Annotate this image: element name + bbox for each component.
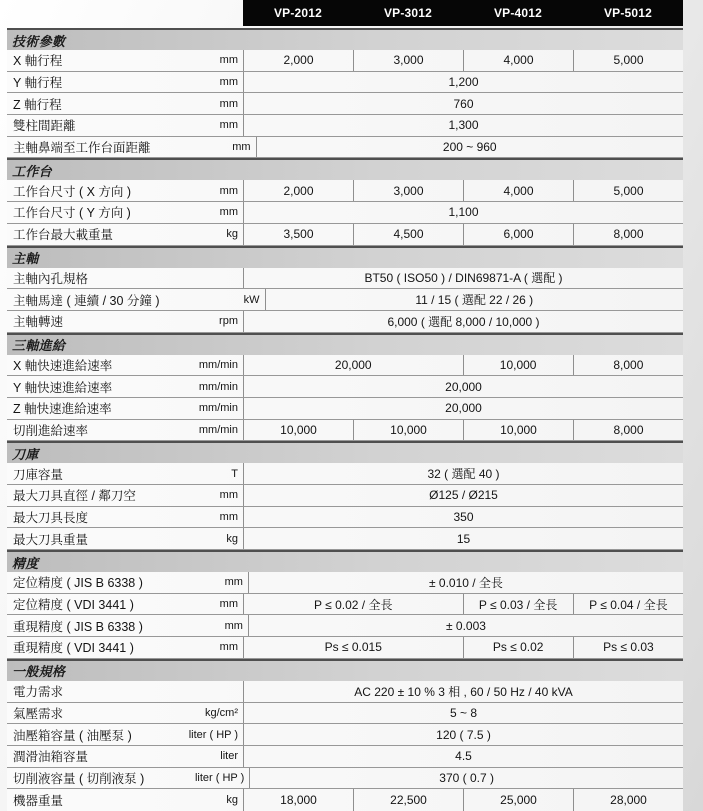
value-cell: 4.5: [455, 749, 472, 764]
section-title: 一般規格: [12, 664, 66, 680]
value-cell: 15: [456, 531, 471, 546]
value-cell: ± 0.010 / 全長: [428, 575, 503, 590]
value-cell: 120 ( 7.5 ): [436, 727, 491, 742]
value-cell: Ps ≤ 0.03: [573, 637, 683, 658]
section-header: [7, 550, 683, 572]
value-cell: 20,000: [445, 379, 482, 394]
value-cell: Ps ≤ 0.02: [463, 637, 573, 658]
spec-row: [7, 746, 683, 768]
model-header: VP-2012: [273, 6, 323, 20]
row-label: 刀庫容量: [13, 467, 64, 482]
section-title: 主軸: [12, 251, 39, 266]
row-label: 切削進給速率: [13, 423, 89, 438]
row-values: [243, 528, 683, 549]
row-unit: mm: [219, 76, 238, 89]
spec-row: [7, 137, 683, 159]
row-unit: [138, 268, 243, 289]
model-header: VP-5012: [603, 6, 653, 20]
value-cell: 32 ( 選配 40 ): [427, 467, 500, 482]
value-cell: BT50 ( ISO50 ) / DIN69871-A ( 選配 ): [364, 271, 563, 286]
section-title: 工作台: [12, 163, 52, 179]
row-unit: liter: [220, 750, 238, 763]
spec-row: [7, 355, 683, 377]
row-values: [243, 681, 683, 702]
value-cell: 760: [453, 96, 474, 111]
section-title: 刀庫: [12, 446, 39, 462]
row-values: [243, 594, 683, 615]
row-unit: kg: [226, 532, 238, 545]
value-cell: 10,000: [280, 422, 317, 437]
row-label: 主軸鼻端至工作台面距離: [13, 141, 151, 156]
value-cell: Ø125 / Ø215: [429, 488, 498, 503]
value-cell: 11 / 15 ( 選配 22 / 26 ): [415, 293, 534, 308]
row-label: Y 軸快速進給速率: [13, 380, 113, 395]
spec-row: [7, 420, 683, 442]
spec-row: [7, 528, 683, 550]
spec-row: [7, 681, 683, 703]
row-unit: mm: [219, 54, 238, 67]
row-values: [265, 289, 683, 310]
row-label: 最大刀具直徑 / 鄰刀空: [13, 489, 136, 504]
spec-row: [7, 93, 683, 115]
row-values: [243, 637, 683, 658]
value-cell: 20,000: [445, 401, 482, 416]
row-unit: mm: [219, 184, 238, 197]
row-unit: kg/cm²: [205, 706, 238, 719]
value-cell: Ps ≤ 0.015: [324, 640, 382, 655]
row-unit: mm: [224, 619, 243, 632]
row-unit: rpm: [219, 315, 238, 328]
row-unit: mm: [219, 489, 238, 502]
spec-row: [7, 463, 683, 485]
model-header: VP-4012: [493, 6, 543, 20]
row-values: [243, 398, 683, 419]
row-label: 潤滑油箱容量: [13, 750, 89, 765]
row-values: [243, 180, 683, 201]
value-cell: 10,000: [463, 355, 573, 376]
row-values: [243, 268, 683, 289]
section-header: [7, 659, 683, 681]
row-unit: mm/min: [198, 358, 238, 371]
row-values: [249, 768, 683, 789]
value-cell: 1,300: [448, 118, 479, 133]
row-label: 氣壓需求: [13, 706, 64, 721]
row-label: 最大刀具重量: [13, 532, 89, 547]
row-label: 最大刀具長度: [13, 511, 89, 526]
value-cell: 28,000: [573, 789, 683, 811]
row-label: 主軸內孔規格: [13, 271, 89, 286]
spec-row: [7, 594, 683, 616]
row-label: 機器重量: [13, 794, 64, 809]
row-values: [243, 376, 683, 397]
value-cell: P ≤ 0.03 / 全長: [463, 594, 573, 615]
row-values: [243, 507, 683, 528]
value-cell: 8,000: [573, 355, 683, 376]
value-cell: 10,000: [353, 420, 463, 441]
spec-row: [7, 202, 683, 224]
row-label: 雙柱間距離: [13, 119, 76, 134]
row-values: [243, 93, 683, 114]
row-label: Z 軸快速進給速率: [13, 402, 112, 417]
row-values: [248, 615, 683, 636]
spec-row: [7, 224, 683, 246]
row-unit: mm: [219, 598, 238, 611]
value-cell: 8,000: [573, 224, 683, 245]
value-cell: 350: [453, 510, 474, 525]
value-cell: 5,000: [573, 50, 683, 71]
row-label: 主軸馬達 ( 連續 / 30 分鐘 ): [13, 293, 160, 308]
row-label: 工作台尺寸 ( Y 方向 ): [13, 206, 131, 221]
row-unit: mm: [219, 97, 238, 110]
spec-table: [7, 28, 683, 811]
spec-row: [7, 703, 683, 725]
row-label: Y 軸行程: [13, 76, 63, 91]
row-values: [243, 420, 683, 441]
value-cell: 370 ( 0.7 ): [439, 770, 494, 785]
spec-row: [7, 311, 683, 333]
row-unit: kg: [226, 794, 238, 807]
row-values: [243, 202, 683, 223]
row-values: [243, 355, 683, 376]
row-values: [243, 72, 683, 93]
row-label: X 軸行程: [13, 54, 63, 69]
section-header: [7, 441, 683, 463]
value-cell: 3,500: [283, 227, 314, 242]
model-header: VP-3012: [383, 6, 433, 20]
row-unit: mm: [224, 576, 243, 589]
row-unit: mm: [219, 206, 238, 219]
value-cell: 6,000: [463, 224, 573, 245]
spec-row: [7, 572, 683, 594]
value-cell: P ≤ 0.02 / 全長: [314, 597, 393, 612]
row-values: [256, 137, 683, 158]
section-header: [7, 28, 683, 50]
value-cell: 1,100: [448, 205, 479, 220]
row-label: 主軸轉速: [13, 315, 64, 330]
spec-row: [7, 507, 683, 529]
row-values: [243, 50, 683, 71]
spec-row: [7, 724, 683, 746]
row-label: 電力需求: [13, 685, 64, 700]
value-cell: 4,000: [463, 50, 573, 71]
value-cell: 3,000: [353, 50, 463, 71]
row-unit: mm: [232, 141, 251, 154]
value-cell: AC 220 ± 10 % 3 相 , 60 / 50 Hz / 40 kVA: [354, 684, 573, 699]
spec-row: [7, 789, 683, 811]
spec-row: [7, 289, 683, 311]
spec-row: [7, 50, 683, 72]
value-cell: 4,500: [353, 224, 463, 245]
row-label: 工作台最大載重量: [13, 228, 114, 243]
row-values: [243, 703, 683, 724]
row-values: [248, 572, 683, 593]
row-unit: T: [231, 467, 238, 480]
row-values: [243, 463, 683, 484]
section-title: 技術參數: [12, 33, 66, 49]
spec-row: [7, 72, 683, 94]
row-unit: mm: [219, 119, 238, 132]
row-label: 定位精度 ( VDI 3441 ): [13, 598, 134, 613]
row-label: 切削液容量 ( 切削液泵 ): [13, 771, 145, 786]
row-unit: [138, 681, 243, 702]
row-values: [243, 115, 683, 136]
value-cell: 4,000: [463, 180, 573, 201]
value-cell: 20,000: [334, 357, 372, 372]
row-values: [243, 485, 683, 506]
row-label: 定位精度 ( JIS B 6338 ): [13, 576, 143, 591]
value-cell: 8,000: [573, 420, 683, 441]
row-unit: mm/min: [198, 380, 238, 393]
spec-row: [7, 768, 683, 790]
row-label: 工作台尺寸 ( X 方向 ): [13, 184, 132, 199]
section-header: [7, 333, 683, 355]
section-title: 三軸進給: [12, 338, 66, 354]
models-header-bar: [243, 0, 683, 26]
value-cell: 200 ~ 960: [442, 140, 497, 155]
spec-row: [7, 637, 683, 659]
spec-row: [7, 398, 683, 420]
section-header: [7, 158, 683, 180]
value-cell: 2,000: [283, 183, 314, 198]
row-unit: kW: [243, 293, 260, 306]
value-cell: 25,000: [463, 789, 573, 811]
row-label: 油壓箱容量 ( 油壓泵 ): [13, 728, 132, 743]
row-unit: kg: [226, 228, 238, 241]
row-unit: liter ( HP ): [188, 728, 238, 741]
value-cell: 5 ~ 8: [449, 705, 478, 720]
row-values: [243, 224, 683, 245]
spec-row: [7, 115, 683, 137]
spec-row: [7, 615, 683, 637]
row-values: [243, 311, 683, 332]
spec-row: [7, 180, 683, 202]
section-title: 精度: [12, 555, 39, 571]
row-label: Z 軸行程: [13, 97, 62, 112]
value-cell: 10,000: [463, 420, 573, 441]
section-header: [7, 246, 683, 268]
row-values: [243, 724, 683, 745]
row-label: 重現精度 ( VDI 3441 ): [13, 641, 134, 656]
row-unit: mm: [219, 511, 238, 524]
row-unit: liter ( HP ): [194, 771, 245, 784]
row-unit: mm/min: [198, 402, 238, 415]
row-label: 重現精度 ( JIS B 6338 ): [13, 619, 143, 634]
row-values: [243, 746, 683, 767]
value-cell: P ≤ 0.04 / 全長: [573, 594, 683, 615]
row-label: X 軸快速進給速率: [13, 358, 113, 373]
spec-row: [7, 268, 683, 290]
row-values: [243, 789, 683, 811]
value-cell: 6,000 ( 選配 8,000 / 10,000 ): [387, 314, 540, 329]
value-cell: 18,000: [280, 793, 317, 808]
spec-row: [7, 485, 683, 507]
row-unit: mm: [219, 641, 238, 654]
value-cell: 2,000: [283, 53, 314, 68]
value-cell: 3,000: [353, 180, 463, 201]
value-cell: 5,000: [573, 180, 683, 201]
row-unit: mm/min: [198, 423, 238, 436]
value-cell: 1,200: [448, 75, 479, 90]
value-cell: 22,500: [353, 789, 463, 811]
value-cell: ± 0.003: [445, 618, 486, 633]
spec-row: [7, 376, 683, 398]
